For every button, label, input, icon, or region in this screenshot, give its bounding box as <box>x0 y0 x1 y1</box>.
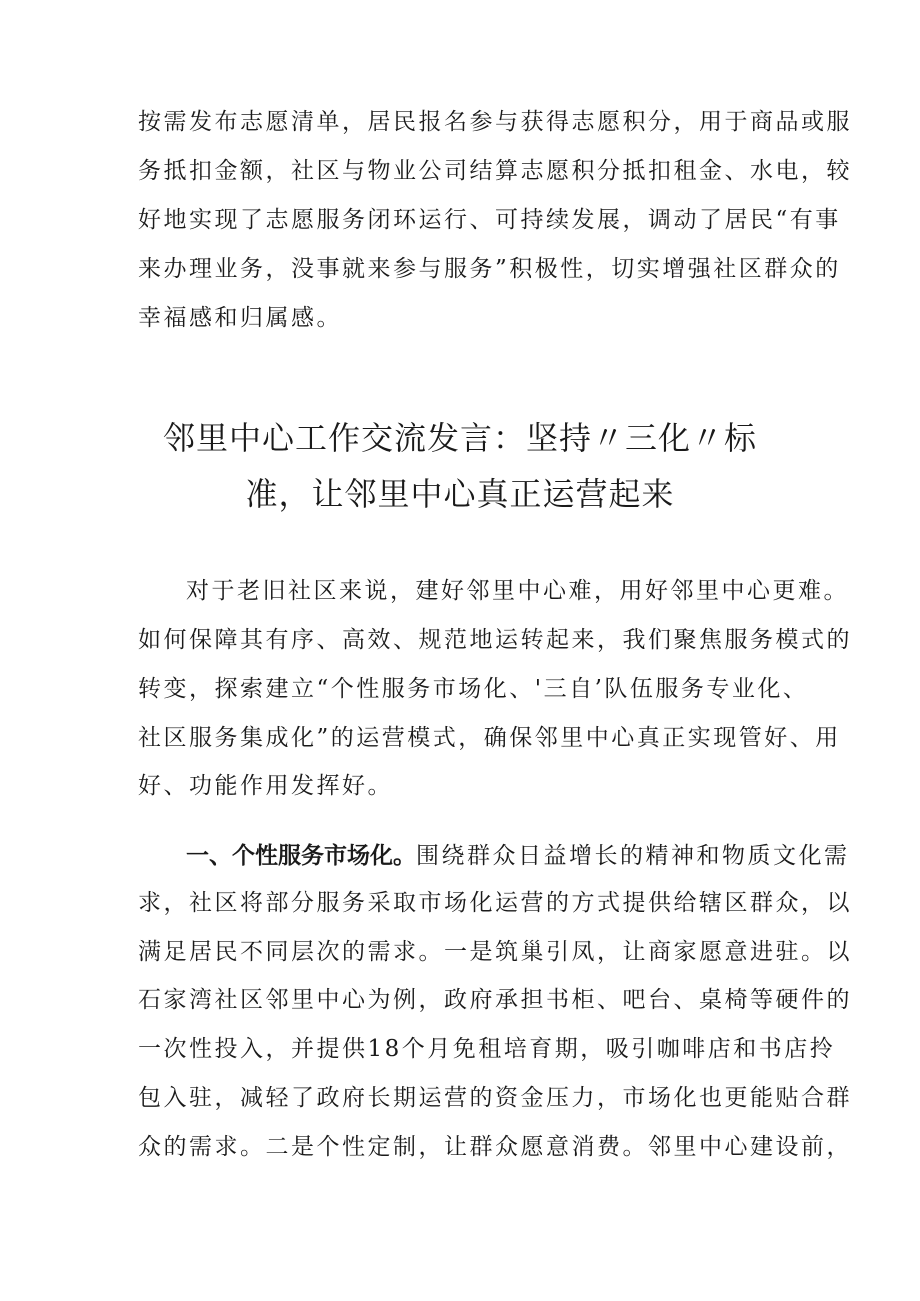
text-line: 社区服务集成化”的运营模式，确保邻里中心真正实现管好、用 <box>138 725 841 751</box>
text-line: 好地实现了志愿服务闭环运行、可持续发展，调动了居民“有事 <box>138 207 841 233</box>
title-line-2: 准，让邻里中心真正运营起来 <box>245 475 675 513</box>
text-line: 包入驻，减轻了政府长期运营的资金压力，市场化也更能贴合群 <box>138 1085 852 1111</box>
text-line: 对于老旧社区来说，建好邻里中心难，用好邻里中心更难。 <box>186 578 849 604</box>
text-line: 石家湾社区邻里中心为例，政府承担书柜、吧台、桌椅等硬件的 <box>138 987 852 1013</box>
text-line: 众的需求。二是个性定制，让群众愿意消费。邻里中心建设前， <box>138 1134 852 1160</box>
section-1-heading: 一、个性服务市场化。 <box>186 843 416 869</box>
text-line: 转变，探索建立“个性服务市场化、'三自’队伍服务专业化、 <box>138 676 809 702</box>
title-line-1: 邻里中心工作交流发言：坚持〃三化〃标 <box>162 419 757 457</box>
text-line: 务抵扣金额，社区与物业公司结算志愿积分抵扣租金、水电，较 <box>138 158 852 184</box>
text-line: 好、功能作用发挥好。 <box>138 773 393 799</box>
text-line: 求，社区将部分服务采取市场化运营的方式提供给辖区群众，以 <box>138 890 852 916</box>
text-line: 幸福感和归属感。 <box>138 305 342 331</box>
section-1-first-line-text: 围绕群众日益增长的精神和物质文化需 <box>416 843 850 869</box>
text-line: 来办理业务，没事就来参与服务”积极性，切实增强社区群众的 <box>138 256 841 282</box>
text-line: 一次性投入，并提供18个月免租培育期，吸引咖啡店和书店拎 <box>138 1036 836 1062</box>
section-1-first-line <box>186 841 850 871</box>
text-line: 按需发布志愿清单，居民报名参与获得志愿积分，用于商品或服 <box>138 109 852 135</box>
text-line: 满足居民不同层次的需求。一是筑巢引凤，让商家愿意进驻。以 <box>138 939 852 965</box>
text-line: 如何保障其有序、高效、规范地运转起来，我们聚焦服务模式的 <box>138 627 852 653</box>
